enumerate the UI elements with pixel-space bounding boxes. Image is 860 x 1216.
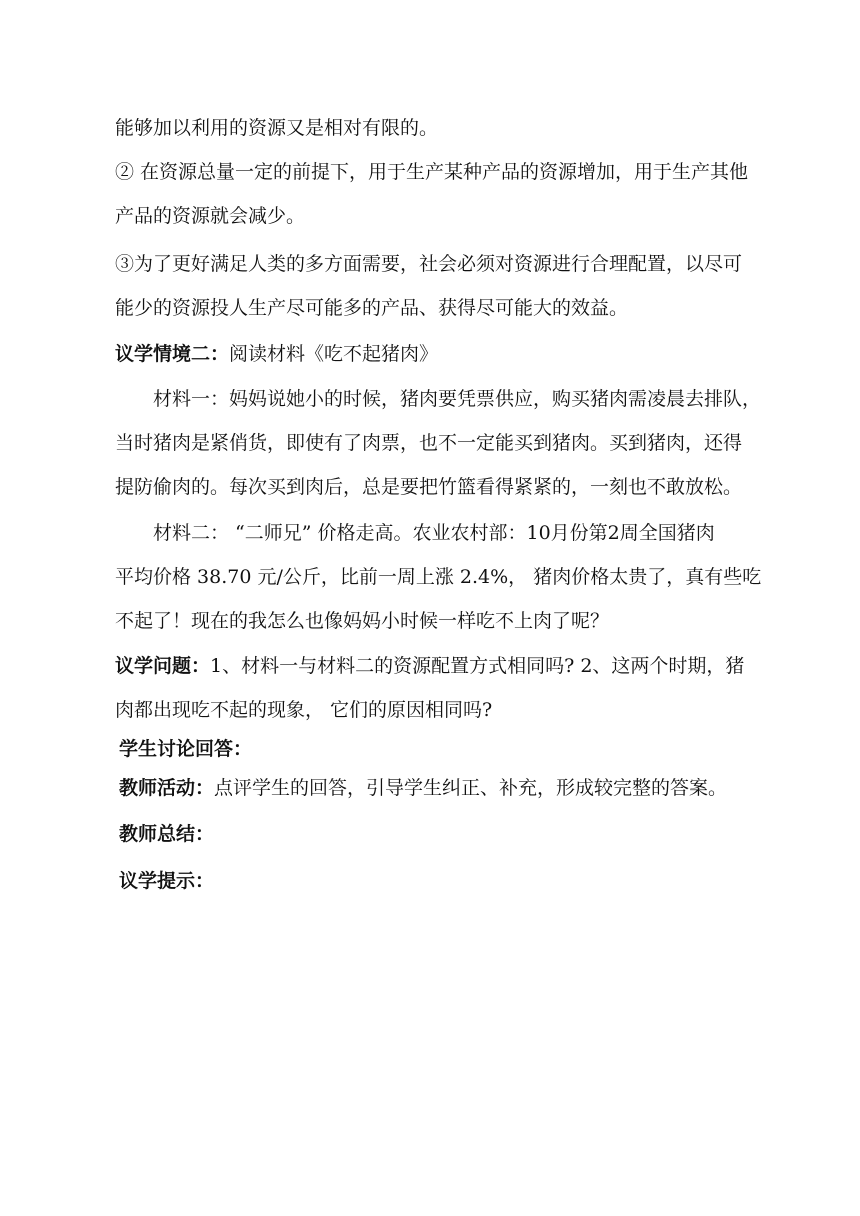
material-two-line-2: 平均价格 38.70 元/公斤，比前一周上涨 2.4%， 猪肉价格太贵了，真有些吃: [115, 566, 762, 588]
paragraph-line-4: ③为了更好满足人类的多方面需要，社会必须对资源进行合理配置，以尽可: [115, 253, 743, 275]
material-one-line-1: 材料一：妈妈说她小的时候，猪肉要凭票供应，购买猪肉需凌晨去排队，: [153, 388, 762, 410]
student-answer-label: 学生讨论回答：: [119, 738, 253, 760]
material-two-line-1: 材料二： “二师兄” 价格走高。农业农村部：10月份第2周全国猪肉: [153, 522, 715, 544]
question-line-2: 肉都出现吃不起的现象， 它们的原因相同吗?: [115, 699, 493, 721]
paragraph-line-3: 产品的资源就会减少。: [115, 205, 306, 227]
scenario-label: 议学情境二：: [115, 343, 230, 365]
question-line-1: [115, 654, 787, 678]
paragraph-line-1: 能够加以利用的资源又是相对有限的。: [115, 117, 439, 139]
teacher-activity: [119, 776, 791, 800]
teacher-activity-text: 点评学生的回答，引导学生纠正、补充，形成较完整的答案。: [214, 777, 728, 799]
teacher-activity-label: 教师活动：: [119, 777, 215, 799]
tips-label: 议学提示：: [119, 870, 215, 892]
material-two-line-3: 不起了！现在的我怎么也像妈妈小时候一样吃不上肉了呢？: [115, 610, 610, 632]
scenario-heading: [115, 342, 787, 366]
question-label: 议学问题：: [115, 655, 211, 677]
paragraph-line-2: ② 在资源总量一定的前提下，用于生产某种产品的资源增加，用于生产其他: [115, 161, 749, 183]
paragraph-line-5: 能少的资源投人生产尽可能多的产品、获得尽可能大的效益。: [115, 297, 629, 319]
material-one-line-3: 提防偷肉的。每次买到肉后，总是要把竹篮看得紧紧的，一刻也不敢放松。: [115, 476, 743, 498]
material-one-line-2: 当时猪肉是紧俏货，即使有了肉票，也不一定能买到猪肉。买到猪肉，还得: [115, 432, 743, 454]
question-text-1: 1、材料一与材料二的资源配置方式相同吗? 2、这两个时期，猪: [210, 655, 745, 677]
teacher-summary-label: 教师总结：: [119, 823, 215, 845]
scenario-text: 阅读材料《吃不起猪肉》: [229, 343, 439, 365]
